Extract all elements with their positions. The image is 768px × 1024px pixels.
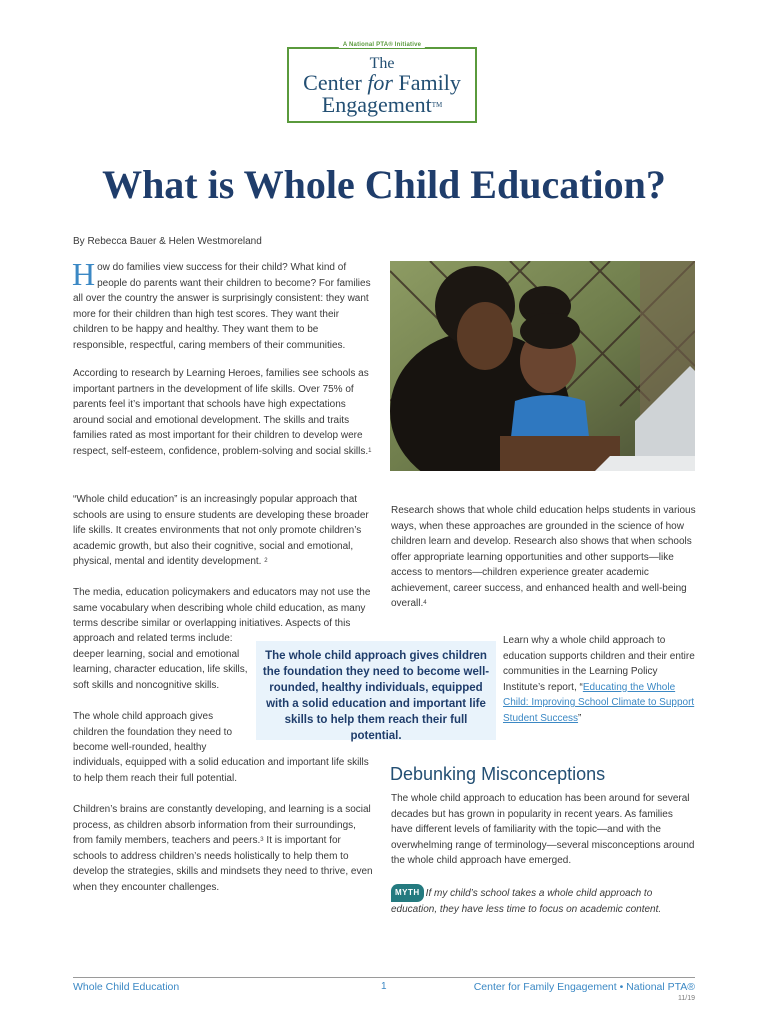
byline: By Rebecca Bauer & Helen Westmoreland <box>73 236 262 247</box>
logo-word-center: Center <box>303 70 368 95</box>
paragraph-misconceptions: The whole child approach to education has been around for several decades but has grown in popularity in recent years. As families have different levels of familiarity with the topic—and with the overwhelming range of terminology—several misconceptions around the whole child approach have emerged. <box>391 793 695 866</box>
footnote-ref: 3 <box>260 837 264 843</box>
logo <box>287 42 477 123</box>
intro-paragraph <box>72 256 375 353</box>
paragraph-learning-heroes <box>73 366 375 459</box>
logo-line-1: The <box>369 55 395 72</box>
footnote-ref: 2 <box>264 558 268 564</box>
report-link[interactable]: Educating the Whole Child: Improving School Climate to Support Student Success <box>503 681 695 724</box>
logo-wordmark <box>289 55 475 116</box>
myth-statement: If my child’s school takes a whole child approach to education, they have less time to focus on academic content. <box>391 888 662 915</box>
footnote-ref: 1 <box>368 447 372 454</box>
logo-tagline: A National PTA® Initiative <box>339 42 425 48</box>
footnote-ref: 4 <box>423 600 427 606</box>
paragraph-foundation-a: The whole child approach gives children the foundation they need to become well-rounded, healthy <box>73 711 233 753</box>
paragraph-foundation-b: individuals, equipped with a solid education and important life skills to help them reach their full potential. <box>73 757 369 784</box>
paragraph-brains <box>73 802 375 895</box>
logo-word-family: Family <box>393 70 461 95</box>
logo-word-for: for <box>367 70 393 95</box>
paragraph-whole-child-definition <box>73 492 375 570</box>
mother-daughter-laptop-photo <box>390 261 695 471</box>
paragraph-text: According to research by Learning Heroes, families see schools as important partners in the development of life skills. Over 75% of parents feel it’s important that schools have high expectations around social and emotional development. The skills and traits families rated as most important for their children to develop were respect, self-esteem, confidence, problem-solving and social skills. <box>73 368 369 457</box>
footer-divider <box>73 977 695 978</box>
paragraph-vocabulary-b: approach and related terms include: deeper learning, social and emotional learning, character education, life skills, soft skills and noncognitive skills. <box>73 633 248 691</box>
footer-document-title: Whole Child Education <box>73 981 180 993</box>
logo-line-2 <box>289 72 475 94</box>
drop-cap: H <box>72 256 96 292</box>
paragraph-research <box>391 503 696 612</box>
paragraph-text: Learn why a whole child approach to education supports children and their entire communities in the Learning Policy Institute’s report, “ <box>503 635 695 693</box>
intro-text: ow do families view success for their child? What kind of people do parents want their children to become? For families all over the country the answer is surprisingly consistent: they want more for their children than high test scores. They want their children to be happy and healthy. They want them to be responsible, respectful, caring members of their communities. <box>73 262 371 351</box>
paragraph-text: Research shows that whole child education helps students in various ways, when these approaches are grounded in the science of how children learn and develop. Research also shows that when schools offer appropriate learning opportunities and other supports—like access to mentors—children experience greater academic achievement, career success, and enhanced health and well-being overall. <box>391 505 696 609</box>
myth-badge: MYTH <box>391 884 424 902</box>
page-title: What is Whole Child Education? <box>102 162 666 207</box>
photo-illustration <box>390 261 695 471</box>
pull-quote: The whole child approach gives children the foundation they need to become well-rounded, healthy individuals, equipped with a solid education and important life skills to help them reach their full potential. <box>256 641 496 740</box>
paragraph-text: “Whole child education” is an increasingly popular approach that schools are using to ensure students are developing these broader life skills. It creates environments that not only promote children’s academic growth, but also their cognitive, social and emotional, physical, mental and identity development. <box>73 494 369 567</box>
paragraph-learn-more <box>503 633 696 726</box>
logo-line-3 <box>289 94 475 116</box>
closing-quote: ” <box>578 712 582 724</box>
footer-page-number: 1 <box>381 981 387 992</box>
logo-word-engagement: Engagement <box>321 92 432 117</box>
footer-date: 11/19 <box>678 995 695 1002</box>
logo-trademark: TM <box>431 101 443 109</box>
footer-organization: Center for Family Engagement • National PTA® <box>473 981 695 993</box>
paragraph-text: Children’s brains are constantly developing, and learning is a social process, as children absorb information from their surroundings, from family members, teachers and peers. <box>73 804 371 846</box>
section-heading-debunking: Debunking Misconceptions <box>390 764 606 784</box>
paragraph-text-rest: It is important for schools to address children’s needs holistically to help them to develop the strategies, skills and mindsets they need to thrive, even when they encounter challenges. <box>73 835 373 893</box>
myth-callout <box>391 884 696 917</box>
paragraph-vocabulary-a: The media, education policymakers and educators may not use the same vocabulary when describing whole child education, as many terms describe similar or overlapping initiatives. Aspects of this <box>73 587 371 629</box>
